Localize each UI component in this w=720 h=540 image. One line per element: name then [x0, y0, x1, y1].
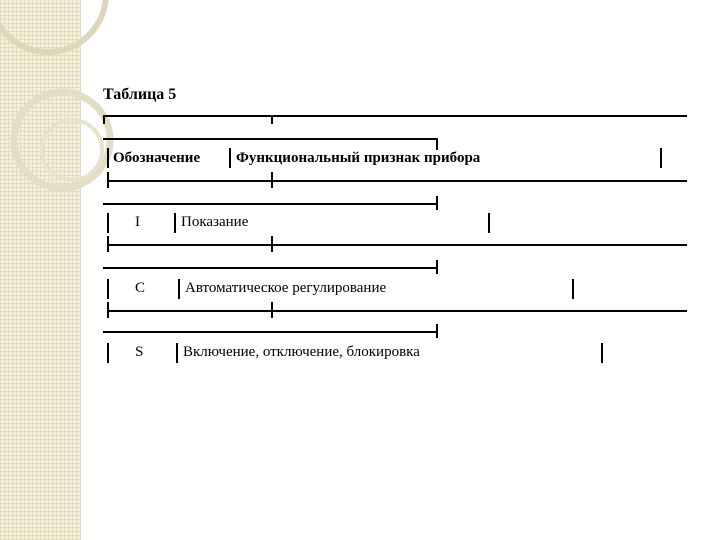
row-code: I	[135, 214, 140, 230]
row-description: Включение, отключение, блокировка	[183, 344, 420, 360]
header-function: Функциональный признак прибора	[236, 150, 481, 166]
row-description: Показание	[181, 214, 249, 230]
row-code: C	[135, 280, 146, 296]
table-caption: Таблица 5	[103, 86, 177, 103]
row-code: S	[135, 344, 144, 360]
row-description: Автоматическое регулирование	[185, 280, 387, 296]
decorative-circles	[0, 0, 120, 260]
header-designation: Обозначение	[113, 150, 201, 166]
